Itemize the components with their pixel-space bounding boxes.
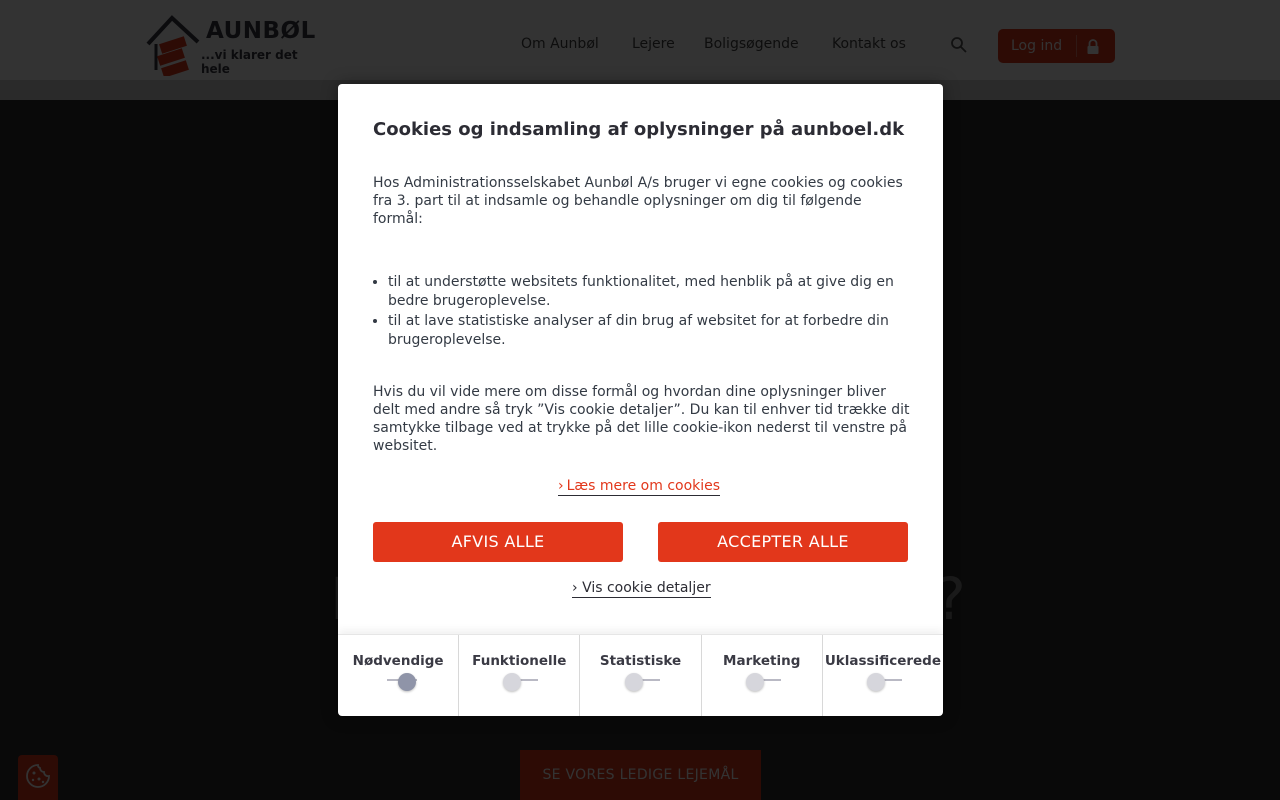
category-label: Funktionelle xyxy=(472,653,567,669)
category-unclassified xyxy=(823,635,943,716)
necessary-toggle[interactable] xyxy=(380,673,416,687)
category-label: Marketing xyxy=(723,653,801,669)
dialog-intro: Hos Administrationsselskabet Aunbøl A/s bruger vi egne cookies og cookies fra 3. part til at indsamle og behandle oplysninger om dig til følgende formål: xyxy=(373,175,903,227)
category-necessary xyxy=(338,635,459,716)
category-functional xyxy=(459,635,580,716)
cookie-details-label: Vis cookie detaljer xyxy=(582,580,711,596)
accept-all-button[interactable]: ACCEPTER ALLE xyxy=(658,522,908,562)
cookie-categories xyxy=(338,634,943,716)
purpose-item: • til at understøtte websitets funktionalitet, med henblik på at give dig en bedre brugeroplevelse. xyxy=(388,273,908,311)
read-more-cookies-link[interactable] xyxy=(558,478,720,496)
unclassified-toggle[interactable] xyxy=(865,673,901,687)
cookie-details-link[interactable] xyxy=(572,580,711,598)
category-label: Uklassificerede xyxy=(824,653,941,669)
dialog-more-info: Hvis du vil vide mere om disse formål og hvordan dine oplysninger bliver delt med andre så tryk ”Vis cookie detaljer”. Du kan til enhver tid trække dit samtykke tilbage ved at trykke på det lille cookie-ikon nederst til venstre på websitet. xyxy=(373,384,910,454)
chevron-right-icon: › xyxy=(572,580,583,596)
marketing-toggle[interactable] xyxy=(744,673,780,687)
purpose-item: • til at lave statistiske analyser af din brug af websitet for at forbedre din brugeroplevelse. xyxy=(388,312,908,350)
category-marketing xyxy=(702,635,823,716)
purpose-list xyxy=(388,273,908,351)
reject-all-button[interactable]: AFVIS ALLE xyxy=(373,522,623,562)
category-statistics xyxy=(580,635,701,716)
functional-toggle[interactable] xyxy=(501,673,537,687)
category-label: Statistiske xyxy=(599,653,682,669)
chevron-right-icon: › xyxy=(558,478,564,494)
statistics-toggle[interactable] xyxy=(623,673,659,687)
dialog-title: Cookies og indsamling af oplysninger på aunboel.dk xyxy=(373,119,905,140)
read-more-label: Læs mere om cookies xyxy=(566,478,721,494)
cookie-consent-dialog xyxy=(338,84,943,716)
category-label: Nødvendige xyxy=(352,653,444,669)
